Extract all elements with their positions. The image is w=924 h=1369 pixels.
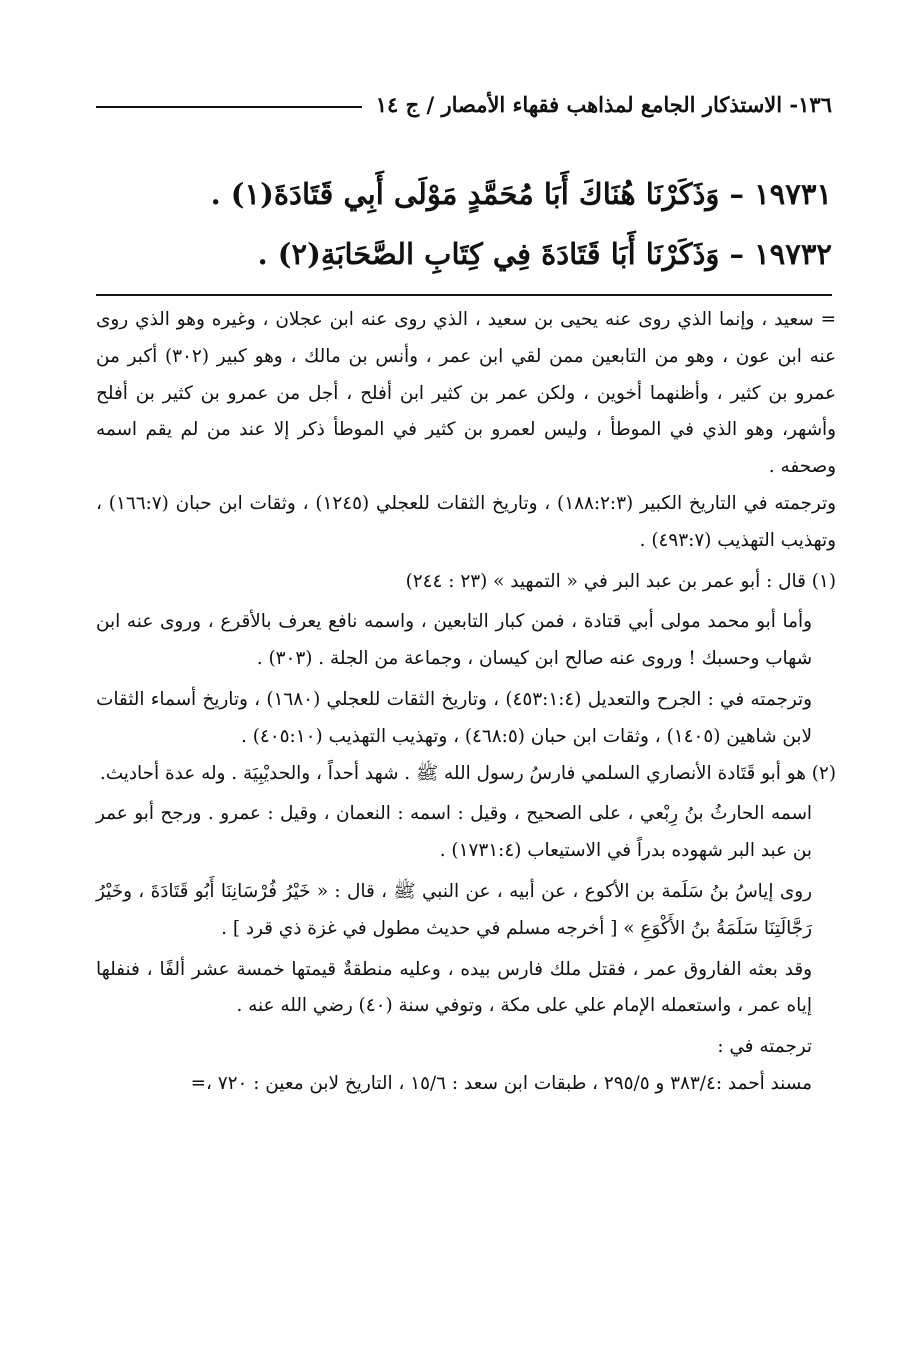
- header-rule: [96, 106, 362, 108]
- footnotes: [96, 302, 836, 1103]
- header-text: ١٣٦- الاستذكار الجامع لمذاهب فقهاء الأمصار / ج ١٤: [375, 91, 832, 117]
- main-text: [120, 164, 832, 284]
- footnote-2-hadith: روى إياسُ بنُ سَلَمة بن الأكوع ، عن أبيه ، عن النبي ﷺ ، قال : « خَيْرُ فُرْسَانِنَا أَبُو قَتَادَةَ ، وخَيْرُ رَجَّالَتِنَا سَلَمَةُ بنُ الأَكْوَعِ » [ أخرجه مسلم في حديث مطول في غزة ذي قرد ] .: [96, 880, 812, 939]
- footnote-2-refs-label: ترجمته في :: [717, 1036, 812, 1058]
- running-header: [96, 84, 832, 124]
- footnote-continuation-refs: وترجمته في التاريخ الكبير (١٨٨:٢:٣) ، وتاريخ الثقات للعجلي (١٢٤٥) ، وثقات ابن حبان (١٦٦:٧) ، وتهذيب التهذيب (٤٩٣:٧) .: [96, 492, 836, 551]
- footnote-2-heading: (٢) هو أبو قَتَادة الأنصاري السلمي فارسُ رسول الله ﷺ . شهد أحداً ، والحديْبِيَة . وله عدة أحاديث.: [99, 762, 836, 784]
- footnote-1-body: وأما أبو محمد مولى أبي قتادة ، فمن كبار التابعين ، واسمه نافع يعرف بالأقرع ، وروى عنه ابن شهاب وحسبك ! وروى عنه صالح ابن كيسان ، وجماعة من الجلة . (٣٠٣) .: [96, 611, 812, 670]
- footnote-1-refs: وترجمته في : الجرح والتعديل (٤٥٣:١:٤) ، وتاريخ الثقات للعجلي (١٦٨٠) ، وتاريخ أسماء الثقات لابن شاهين (١٤٠٥) ، وثقات ابن حبان (٤٦٨:٥) ، وتهذيب التهذيب (٤٠٥:١٠) .: [96, 688, 812, 747]
- footnote-2-refs: مسند أحمد :٣٨٣/٤ و ٢٩٥/٥ ، طبقات ابن سعد : ١٥/٦ ، التاريخ لابن معين : ٧٢٠ ،=: [190, 1072, 812, 1094]
- footnote-1-heading: (١) قال : أبو عمر بن عبد البر في « التمهيد » (٢٣ : ٢٤٤): [405, 570, 836, 592]
- footnote-2-name: اسمه الحارثُ بنُ رِبْعي ، على الصحيح ، وقيل : اسمه : النعمان ، وقيل : عمرو . ورجح أبو عمر بن عبد البر شهوده بدراً في الاستيعاب (١٧٣١:٤) .: [96, 803, 812, 862]
- footnote-separator: [96, 294, 832, 296]
- main-paragraph-19731: ١٩٧٣١ – وَذَكَرْنَا هُنَاكَ أَبَا مُحَمَّدٍ مَوْلَى أَبِي قَتَادَةَ(١) .: [210, 177, 832, 211]
- main-paragraph-19732: ١٩٧٣٢ – وَذَكَرْنَا أَبَا قَتَادَةَ فِي كِتَابِ الصَّحَابَةِ(٢) .: [257, 237, 832, 271]
- footnote-2-story: وقد بعثه الفاروق عمر ، فقتل ملك فارس بيده ، وعليه منطقةٌ قيمتها خمسة عشر ألفًا ، فنفلها إياه عمر ، واستعمله الإمام علي على مكة ، وتوفي سنة (٤٠) رضي الله عنه .: [96, 958, 812, 1017]
- footnote-continuation: = سعيد ، وإنما الذي روى عنه يحيى بن سعيد ، الذي روى عنه ابن عجلان ، وغيره وهو الذي روى عنه ابن عون ، وهو من التابعين ممن لقي ابن عمر ، وأنس بن مالك ، وهو كبير (٣٠٢) أكبر من عمرو بن كثير ، وأظنهما أخوين ، ولكن عمر بن كثير ابن أفلح ، أجل من عمرو بن كثير بن أفلح وأشهر، وهو الذي في الموطأ ، وليس لعمرو بن كثير في الموطأ ذكر إلا عند من لم يقم اسمه وصحفه .: [96, 309, 836, 478]
